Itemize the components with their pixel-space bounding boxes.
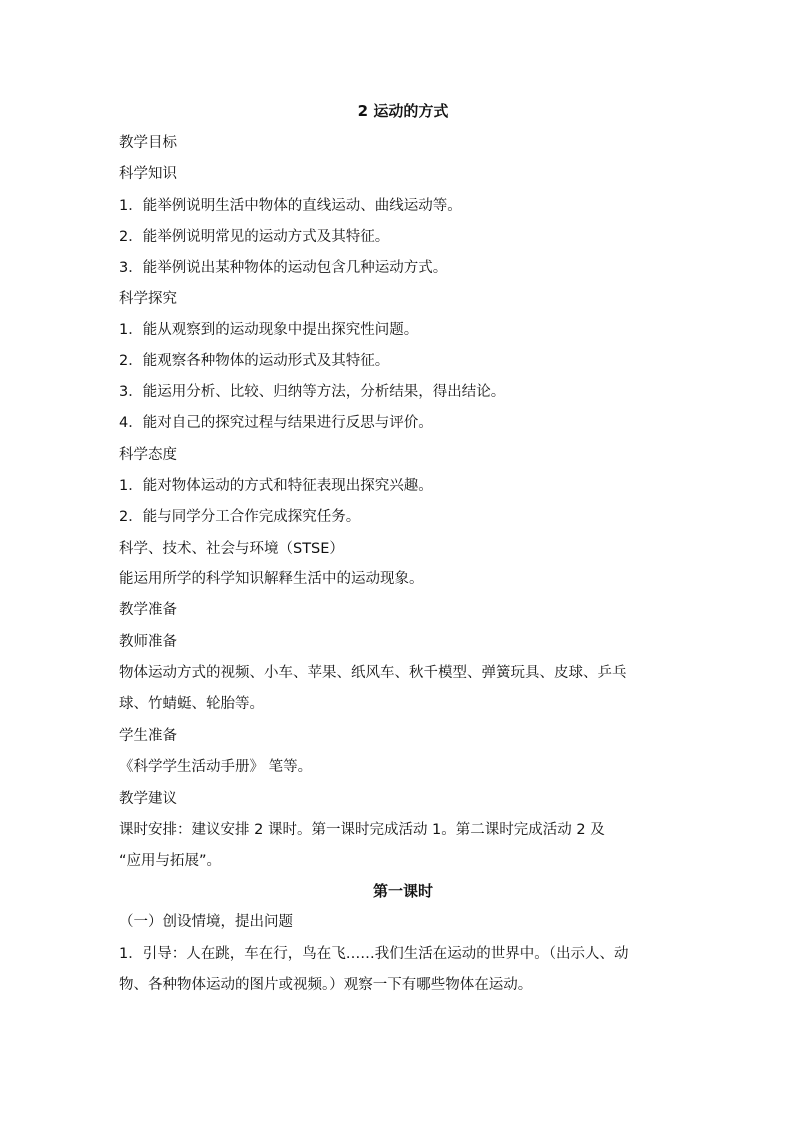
subheading-knowledge: 科学知识 [119,166,177,182]
paragraph: 1．引导：人在跳，车在行，鸟在飞……我们生活在运动的世界中。（出示人、动 [119,946,629,962]
paragraph: 物体运动方式的视频、小车、苹果、纸风车、秋千模型、弹簧玩具、皮球、乒乓 [119,665,627,681]
lesson-section-heading: （一）创设情境，提出问题 [119,914,293,930]
paragraph: 物、各种物体运动的图片或视频。）观察一下有哪些物体在运动。 [119,977,533,993]
subheading-teacher: 教师准备 [119,634,177,650]
list-item: 3．能举例说出某种物体的运动包含几种运动方式。 [119,260,448,276]
subheading-inquiry: 科学探究 [119,291,177,307]
paragraph: 能运用所学的科学知识解释生活中的运动现象。 [119,571,424,587]
list-item: 1．能对物体运动的方式和特征表现出探究兴趣。 [119,478,433,494]
subheading-stse: 科学、技术、社会与环境（STSE） [119,541,344,557]
list-item: 2．能与同学分工合作完成探究任务。 [119,509,361,525]
list-item: 2．能举例说明常见的运动方式及其特征。 [119,229,390,245]
paragraph: 课时安排：建议安排 2 课时。第一课时完成活动 1。第二课时完成活动 2 及 [119,822,605,838]
list-item: 4．能对自己的探究过程与结果进行反思与评价。 [119,415,433,431]
paragraph: “应用与拓展”。 [119,853,222,869]
list-item: 3．能运用分析、比较、归纳等方法，分析结果，得出结论。 [119,384,506,400]
paragraph: 球、竹蜻蜓、轮胎等。 [119,696,264,712]
section-heading-advice: 教学建议 [119,791,177,807]
subheading-attitude: 科学态度 [119,447,177,463]
subheading-student: 学生准备 [119,728,177,744]
section-heading-prep: 教学准备 [119,602,177,618]
section-heading-goal: 教学目标 [119,135,177,151]
document-title: 2 运动的方式 [357,102,449,120]
list-item: 2．能观察各种物体的运动形式及其特征。 [119,353,390,369]
list-item: 1．能从观察到的运动现象中提出探究性问题。 [119,322,419,338]
paragraph: 《科学学生活动手册》 笔等。 [119,759,313,775]
list-item: 1．能举例说明生活中物体的直线运动、曲线运动等。 [119,198,462,214]
lesson-title: 第一课时 [372,882,433,900]
